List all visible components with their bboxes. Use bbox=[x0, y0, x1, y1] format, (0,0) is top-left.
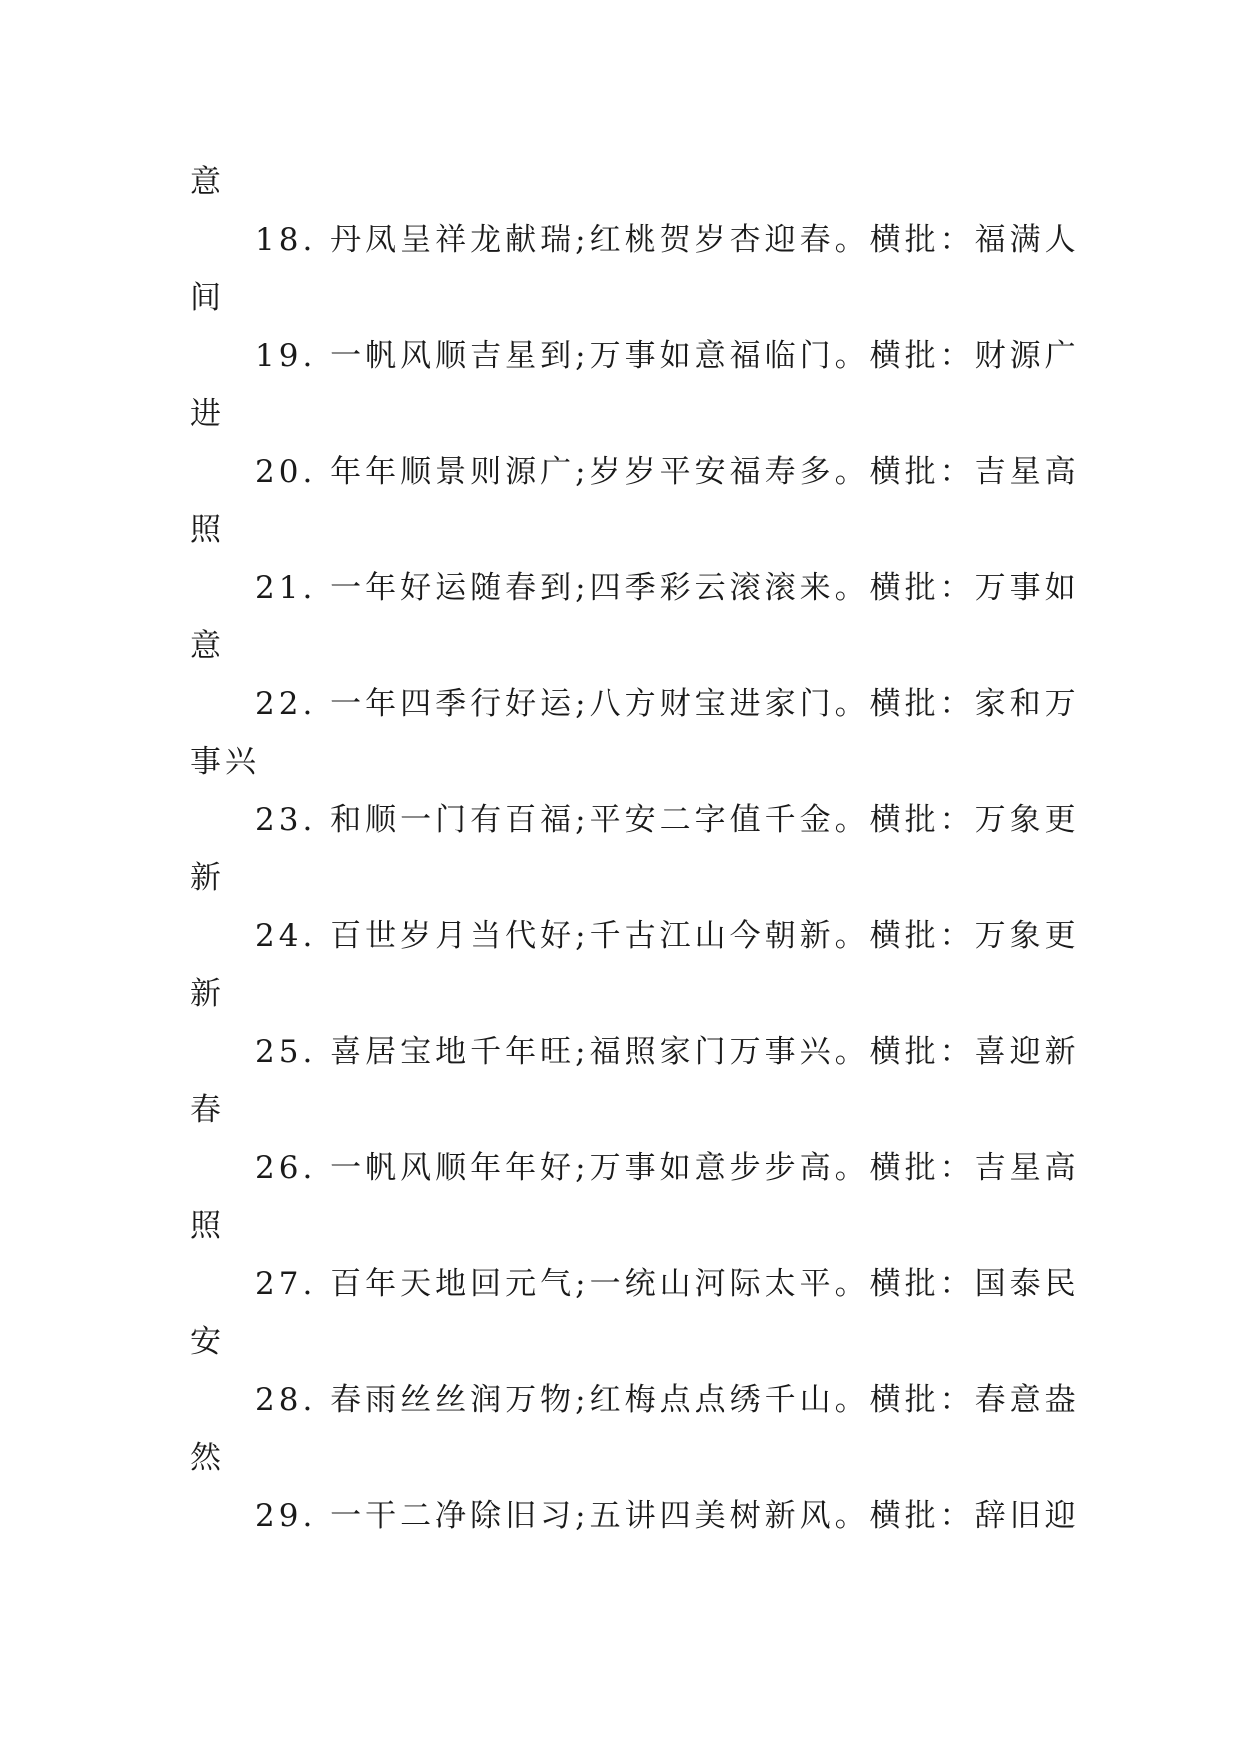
couplet-line-24: 24. 百世岁月当代好;千古江山今朝新。横批：万象更 bbox=[255, 918, 1080, 954]
text-line: 照 bbox=[190, 512, 225, 548]
text-line: 新 bbox=[190, 860, 225, 896]
couplet-line-18: 18. 丹凤呈祥龙献瑞;红桃贺岁杏迎春。横批：福满人 bbox=[255, 222, 1080, 258]
text-line: 新 bbox=[190, 976, 225, 1012]
text-line: 间 bbox=[190, 280, 225, 316]
text-line: 安 bbox=[190, 1324, 225, 1360]
text-line: 然 bbox=[190, 1440, 225, 1476]
couplet-line-27: 27. 百年天地回元气;一统山河际太平。横批：国泰民 bbox=[255, 1266, 1080, 1302]
couplet-line-28: 28. 春雨丝丝润万物;红梅点点绣千山。横批：春意盎 bbox=[255, 1382, 1080, 1418]
text-line: 照 bbox=[190, 1208, 225, 1244]
couplet-line-22: 22. 一年四季行好运;八方财宝进家门。横批：家和万 bbox=[255, 686, 1080, 722]
couplet-line-29: 29. 一干二净除旧习;五讲四美树新风。横批：辞旧迎 bbox=[255, 1498, 1080, 1534]
text-line: 意 bbox=[190, 164, 225, 200]
text-line: 意 bbox=[190, 628, 225, 664]
couplet-line-19: 19. 一帆风顺吉星到;万事如意福临门。横批：财源广 bbox=[255, 338, 1080, 374]
couplet-line-25: 25. 喜居宝地千年旺;福照家门万事兴。横批：喜迎新 bbox=[255, 1034, 1080, 1070]
couplet-line-20: 20. 年年顺景则源广;岁岁平安福寿多。横批：吉星高 bbox=[255, 454, 1080, 490]
couplet-line-26: 26. 一帆风顺年年好;万事如意步步高。横批：吉星高 bbox=[255, 1150, 1080, 1186]
couplet-line-21: 21. 一年好运随春到;四季彩云滚滚来。横批：万事如 bbox=[255, 570, 1080, 606]
couplet-line-23: 23. 和顺一门有百福;平安二字值千金。横批：万象更 bbox=[255, 802, 1080, 838]
text-line: 事兴 bbox=[190, 744, 260, 780]
text-line: 春 bbox=[190, 1092, 225, 1128]
text-line: 进 bbox=[190, 396, 225, 432]
